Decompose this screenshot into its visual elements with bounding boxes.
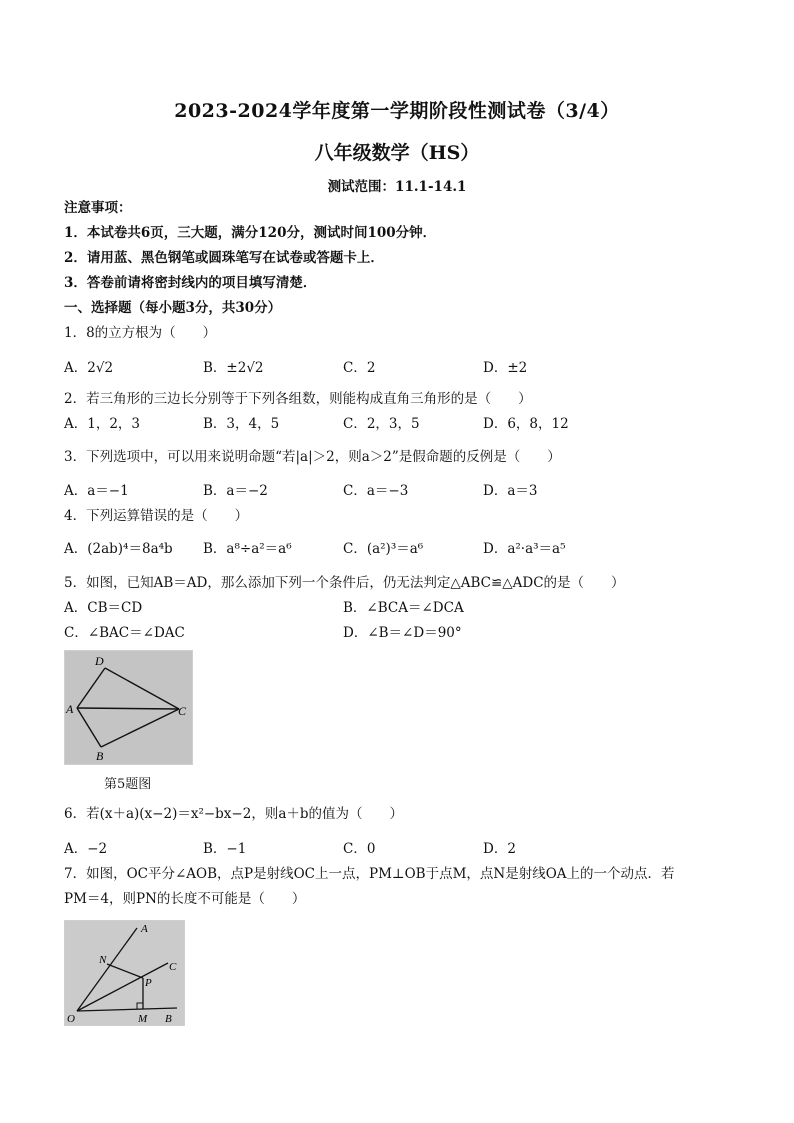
notes-heading: 注意事项：: [64, 200, 132, 216]
label-p: P: [145, 977, 152, 989]
label-b: B: [165, 1013, 172, 1025]
figure-q5-diagram: [65, 651, 192, 764]
question-options: [64, 540, 744, 558]
question-stem: 4．下列运算错误的是（ ）: [64, 508, 249, 524]
option-c: C．∠BAC＝∠DAC: [64, 625, 185, 641]
option-a: A．2√2: [64, 360, 114, 376]
option-b: B．−1: [203, 841, 247, 857]
exam-subtitle: 八年级数学（HS）: [314, 142, 480, 164]
option-c: C．2: [343, 360, 376, 376]
option-b: B．∠BCA＝∠DCA: [343, 600, 464, 616]
label-m: M: [138, 1013, 148, 1025]
option-d: D．6，8，12: [483, 416, 569, 432]
question-options: [64, 599, 744, 617]
figure-q5: [64, 650, 193, 765]
question-options: [64, 415, 744, 433]
option-a: A．(2ab)⁴＝8a⁴b: [64, 541, 173, 557]
figure-q7: [64, 920, 185, 1026]
question-options: [64, 624, 744, 642]
note-item: 3．答卷前请将密封线内的项目填写清楚．: [64, 275, 317, 291]
label-a: A: [141, 923, 148, 935]
question-stem: 6．若(x＋a)(x−2)＝x²−bx−2，则a＋b的值为（ ）: [64, 806, 404, 822]
question-stem: 5．如图，已知AB＝AD，那么添加下列一个条件后，仍无法判定△ABC≌△ADC的是（ ）: [64, 575, 625, 591]
option-c: C．(a²)³＝a⁶: [343, 541, 424, 557]
segment-ac: [77, 708, 179, 709]
note-item: 2．请用蓝、黑色钢笔或圆珠笔写在试卷或答题卡上．: [64, 250, 384, 266]
option-a: A．CB＝CD: [64, 600, 143, 616]
question-options: [64, 359, 744, 377]
section-heading: 一、选择题（每小题3分，共30分）: [64, 300, 282, 316]
option-b: B．±2√2: [203, 360, 264, 376]
label-c: C: [178, 704, 187, 718]
option-a: A．−2: [64, 841, 108, 857]
option-c: C．0: [343, 841, 376, 857]
option-b: B．a＝−2: [203, 483, 268, 499]
question-stem: 7．如图，OC平分∠AOB，点P是射线OC上一点，PM⊥OB于点M，点N是射线OA上的一个动点．若: [64, 866, 675, 882]
label-c: C: [169, 961, 177, 973]
option-b: B．a⁸÷a²＝a⁶: [203, 541, 292, 557]
option-c: C．2，3，5: [343, 416, 420, 432]
question-options: [64, 482, 744, 500]
question-stem: 3．下列选项中，可以用来说明命题“若|a|＞2，则a＞2”是假命题的反例是（ ）: [64, 449, 561, 465]
option-a: A．1，2，3: [64, 416, 141, 432]
option-d: D．a＝3: [483, 483, 538, 499]
label-b: B: [96, 749, 104, 763]
label-n: N: [99, 954, 107, 966]
figure-q5-caption: 第5题图: [104, 777, 152, 792]
option-c: C．a＝−3: [343, 483, 409, 499]
option-d: D．2: [483, 841, 516, 857]
option-d: D．a²·a³＝a⁵: [483, 541, 566, 557]
option-b: B．3，4，5: [203, 416, 280, 432]
option-d: D．∠B＝∠D＝90°: [343, 625, 462, 641]
label-o: O: [67, 1013, 75, 1025]
note-item: 1．本试卷共6页，三大题，满分120分，测试时间100分钟．: [64, 225, 437, 241]
question-stem: 1．8的立方根为（ ）: [64, 325, 217, 341]
exam-title: 2023-2024学年度第一学期阶段性测试卷（3/4）: [174, 100, 620, 122]
question-options: [64, 840, 744, 858]
option-d: D．±2: [483, 360, 528, 376]
question-stem: 2．若三角形的三边长分别等于下列各组数，则能构成直角三角形的是（ ）: [64, 391, 532, 407]
label-a: A: [66, 702, 74, 716]
test-range: 测试范围：11.1-14.1: [327, 179, 467, 195]
question-stem-continued: PM＝4，则PN的长度不可能是（ ）: [64, 891, 306, 907]
option-a: A．a＝−1: [64, 483, 129, 499]
label-d: D: [95, 654, 104, 668]
figure-q7-diagram: [65, 921, 184, 1025]
